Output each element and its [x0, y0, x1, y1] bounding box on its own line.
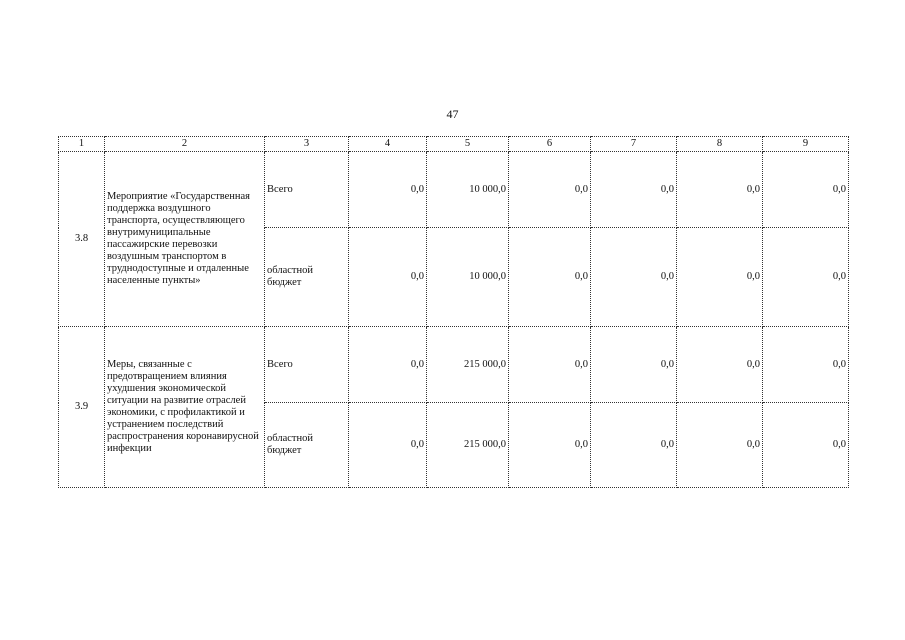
page-number: 47: [446, 107, 459, 121]
col-header-6: 6: [509, 137, 591, 152]
value-cell: 0,0: [763, 228, 849, 327]
value-cell: 215 000,0: [427, 327, 509, 403]
header-row: [59, 137, 849, 152]
col-header-9: 9: [763, 137, 849, 152]
budget-table: [58, 136, 849, 488]
value-cell: 0,0: [349, 152, 427, 228]
col-header-5: 5: [427, 137, 509, 152]
value-cell: 0,0: [677, 403, 763, 488]
row-number: 3.9: [59, 327, 105, 488]
col-header-4: 4: [349, 137, 427, 152]
value-cell: 0,0: [509, 228, 591, 327]
row-number: 3.8: [59, 152, 105, 327]
col-header-2: 2: [105, 137, 265, 152]
value-cell: 0,0: [509, 327, 591, 403]
funding-source: Всего: [265, 327, 349, 403]
value-cell: 0,0: [591, 403, 677, 488]
value-cell: 0,0: [591, 152, 677, 228]
value-cell: 10 000,0: [427, 152, 509, 228]
value-cell: 0,0: [763, 152, 849, 228]
funding-source: областной бюджет: [265, 403, 349, 488]
value-cell: 215 000,0: [427, 403, 509, 488]
value-cell: 0,0: [677, 152, 763, 228]
value-cell: 0,0: [591, 228, 677, 327]
funding-source: Всего: [265, 152, 349, 228]
value-cell: 0,0: [677, 327, 763, 403]
table-row: [59, 327, 849, 403]
value-cell: 0,0: [591, 327, 677, 403]
funding-source: областной бюджет: [265, 228, 349, 327]
value-cell: 0,0: [349, 228, 427, 327]
value-cell: 0,0: [677, 228, 763, 327]
value-cell: 10 000,0: [427, 228, 509, 327]
value-cell: 0,0: [349, 327, 427, 403]
row-description: Меры, связанные с предотвращением влияния ухудшения экономической ситуации на развитие отраслей экономики, с профилактикой и устранением последствий распространения коронавирусной инфекции: [105, 327, 265, 488]
col-header-3: 3: [265, 137, 349, 152]
col-header-1: 1: [59, 137, 105, 152]
row-description: Мероприятие «Государственная поддержка воздушного транспорта, осуществляющего внутримуниципальные пассажирские перевозки воздушным транспортом в труднодоступные и отдаленные населенные пункты»: [105, 152, 265, 327]
value-cell: 0,0: [763, 403, 849, 488]
value-cell: 0,0: [349, 403, 427, 488]
col-header-7: 7: [591, 137, 677, 152]
value-cell: 0,0: [509, 152, 591, 228]
col-header-8: 8: [677, 137, 763, 152]
table-row: [59, 152, 849, 228]
value-cell: 0,0: [763, 327, 849, 403]
value-cell: 0,0: [509, 403, 591, 488]
